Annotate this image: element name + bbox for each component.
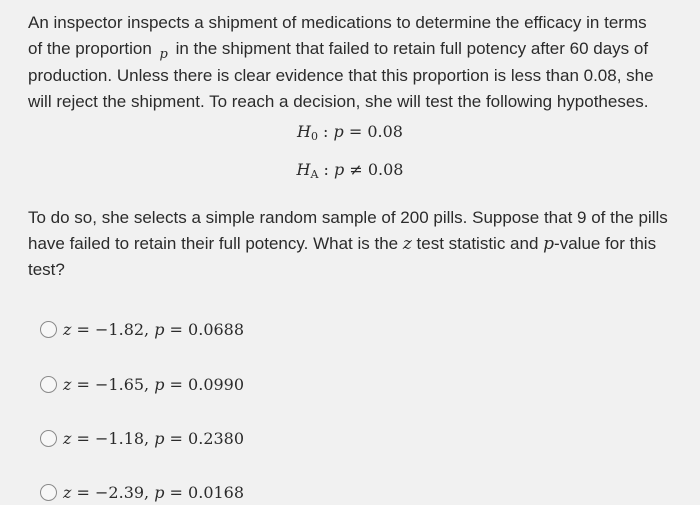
- ha-value: 0.08: [367, 160, 404, 179]
- answer-option-text: z = −2.39, p = 0.0168: [63, 483, 245, 502]
- question-line-2: [28, 36, 678, 64]
- h0-subscript: 0: [310, 130, 318, 143]
- answer-option[interactable]: [40, 375, 244, 394]
- answer-option[interactable]: [40, 483, 244, 502]
- task-text: [28, 205, 678, 283]
- task-line-2-end: -value for this: [554, 233, 657, 253]
- h0-relation: =: [343, 122, 368, 141]
- question-line-4: will reject the shipment. To reach a decision, she will test the following hypotheses.: [28, 91, 649, 111]
- h0-colon: :: [317, 122, 334, 141]
- null-hypothesis: [0, 122, 700, 143]
- answer-option-text: z = −1.82, p = 0.0688: [63, 320, 245, 339]
- radio-button[interactable]: [40, 376, 57, 393]
- h0-value: 0.08: [367, 122, 403, 141]
- question-line-2-start: of the proportion: [28, 38, 157, 58]
- ha-variable: p: [334, 160, 345, 179]
- question-text: [28, 10, 678, 114]
- answer-option[interactable]: [40, 320, 244, 339]
- h0-symbol: H: [297, 122, 311, 141]
- answer-option[interactable]: [40, 429, 244, 448]
- h0-variable: p: [333, 122, 344, 141]
- radio-button[interactable]: [40, 321, 57, 338]
- ha-relation: ≠: [344, 160, 368, 179]
- answer-option-text: z = −1.18, p = 0.2380: [63, 429, 245, 448]
- ha-symbol: H: [296, 160, 311, 179]
- task-line-3: test?: [28, 260, 65, 279]
- question-line-1: An inspector inspects a shipment of medications to determine the efficacy in terms: [28, 13, 647, 32]
- task-line-2-start: have failed to retain their full potency. What is the: [28, 233, 403, 253]
- question-line-3: production. Unless there is clear evidence that this proportion is less than 0.08, she: [28, 66, 654, 85]
- p-symbol: p: [543, 233, 555, 254]
- task-line-1: To do so, she selects a simple random sample of 200 pills. Suppose that 9 of the pills: [28, 208, 668, 227]
- ha-subscript: A: [310, 168, 319, 181]
- question-line-2-end: in the shipment that failed to retain full potency after 60 days of: [170, 38, 649, 58]
- radio-button[interactable]: [40, 430, 57, 447]
- proportion-symbol: p: [159, 46, 168, 62]
- answer-option-text: z = −1.65, p = 0.0990: [63, 375, 245, 394]
- ha-colon: :: [318, 160, 334, 179]
- z-symbol: z: [402, 233, 412, 254]
- alternative-hypothesis: [0, 160, 700, 181]
- task-line-2: [28, 231, 678, 258]
- radio-button[interactable]: [40, 484, 57, 501]
- task-line-2-mid: test statistic and: [411, 233, 544, 253]
